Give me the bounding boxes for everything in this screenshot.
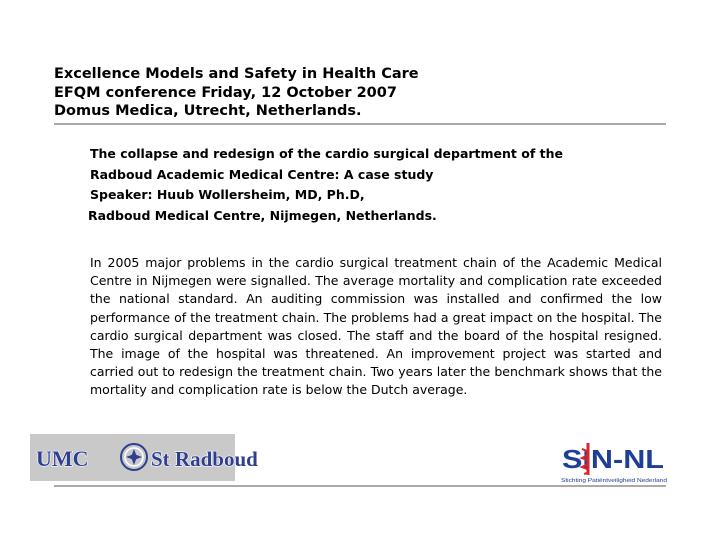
top-divider [54,123,666,125]
umc-st-radboud-logo [30,434,258,481]
header-line-2: EFQM conference Friday, 12 October 2007 [54,84,397,101]
speaker: Speaker: Huub Wollersheim, MD, Ph.D, [90,187,365,202]
st-radboud-logo-text: St Radboud [151,447,258,471]
header-line-1: Excellence Models and Safety in Health Care [54,66,419,82]
sin-nl-tagline: Stichting Patiëntveiligheid Nederland [561,478,668,484]
sin-nl-logo-text: SIN-NL [562,444,665,474]
header-line-3: Domus Medica, Utrecht, Netherlands. [54,103,362,119]
speaker-affiliation: Radboud Medical Centre, Nijmegen, Netherlands. [88,207,437,223]
conference-header [54,65,419,121]
umc-logo-text: UMC [36,446,89,471]
talk-title-line-1: The collapse and redesign of the cardio surgical department of the [90,146,563,161]
talk-info [90,144,563,226]
sin-nl-logo [558,437,670,485]
umc-crest-icon [121,444,147,470]
talk-title-line-2: Radboud Academic Medical Centre: A case study [90,166,434,182]
abstract-text: In 2005 major problems in the cardio surgical treatment chain of the Academic Medical Centre in Nijmegen were signalled. The average mortality and complication rate exceeded the national standard. An auditing commission was installed and confirmed the low performance of the treatment chain. The problems had a great impact on the hospital. The cardio surgical department was closed. The staff and the board of the hospital resigned. The image of the hospital was threatened. An improvement project was started and carried out to redesign the treatment chain. Two years later the benchmark shows that the mortality and complication rate is below the Dutch average. [90,255,662,398]
bottom-divider [54,485,666,487]
